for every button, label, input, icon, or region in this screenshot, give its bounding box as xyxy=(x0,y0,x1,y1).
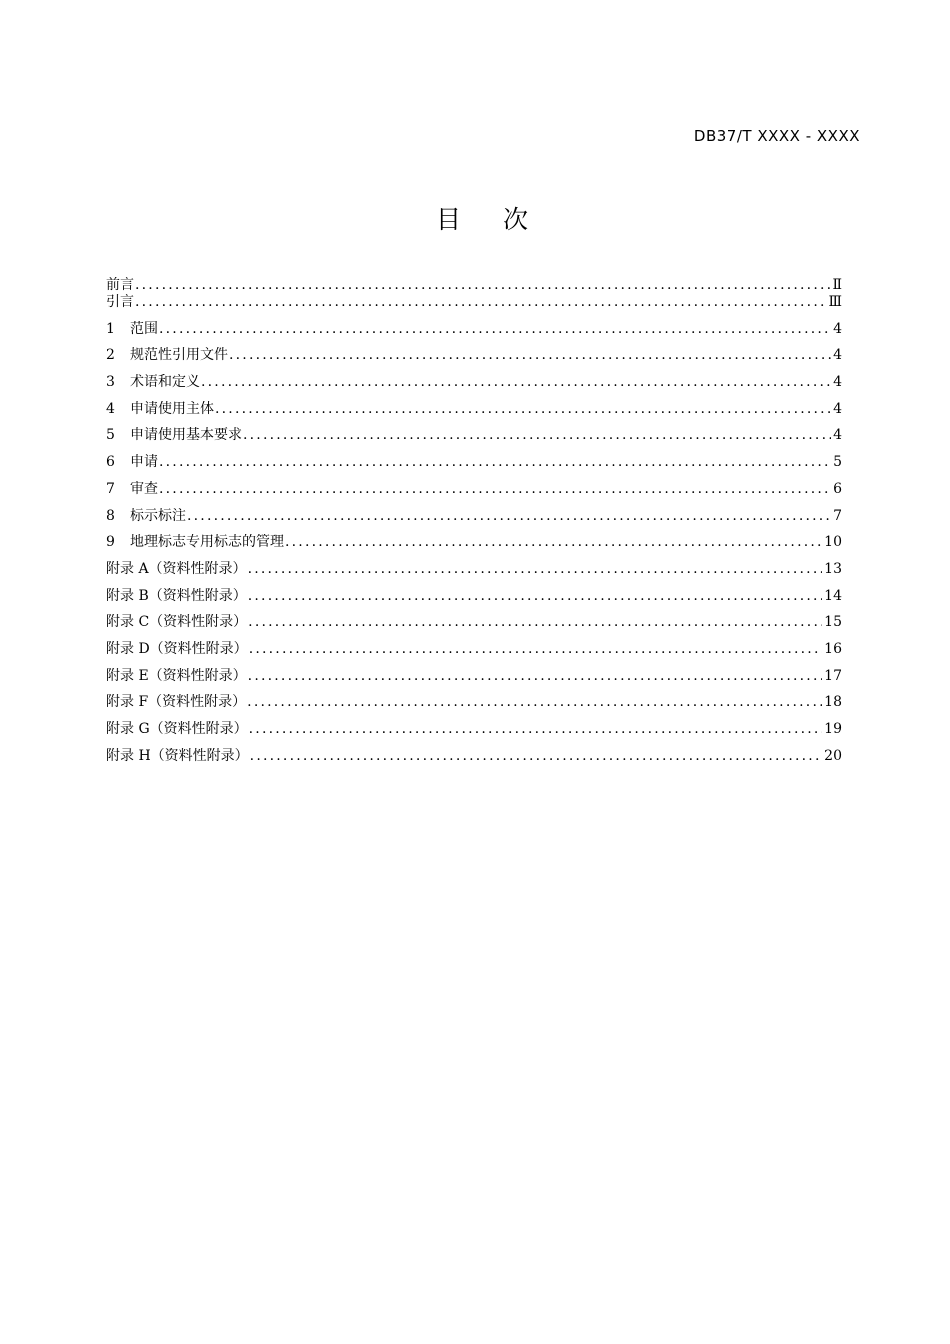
toc-entry-number: 1 xyxy=(106,320,115,337)
toc-entry-page: 4 xyxy=(833,374,842,391)
toc-entry-number: 5 xyxy=(106,427,115,444)
toc-entry-page: Ⅲ xyxy=(828,294,842,310)
toc-entry-1[interactable] xyxy=(106,321,842,348)
toc-entry-page: 5 xyxy=(833,454,842,471)
toc-entry-5[interactable] xyxy=(106,427,842,454)
toc-leader-dots xyxy=(135,294,826,310)
toc-leader-dots xyxy=(229,347,831,363)
toc-leader-dots xyxy=(248,614,822,630)
toc-leader-dots xyxy=(215,401,831,417)
toc-entry-label: 附录 E（资料性附录） xyxy=(106,667,247,684)
toc-entry-page: 13 xyxy=(824,560,842,577)
toc-entry-page: 7 xyxy=(833,507,842,524)
toc-leader-dots xyxy=(250,748,823,764)
toc-entry-label: 术语和定义 xyxy=(130,374,200,391)
toc-entry-appendix-e[interactable] xyxy=(106,668,842,695)
toc-entry-number: 4 xyxy=(106,400,115,417)
toc-entry-number: 8 xyxy=(106,507,115,524)
toc-entry-label: 范围 xyxy=(130,320,158,337)
toc-leader-dots xyxy=(249,641,822,657)
toc-entry-7[interactable] xyxy=(106,481,842,508)
toc-entry-3[interactable] xyxy=(106,374,842,401)
toc-entry-page: 4 xyxy=(833,427,842,444)
toc-entry-label: 附录 G（资料性附录） xyxy=(106,721,248,737)
toc-leader-dots xyxy=(159,321,831,337)
toc-leader-dots xyxy=(247,694,822,710)
toc-entry-label: 附录 D（资料性附录） xyxy=(106,640,248,657)
toc-entry-appendix-f[interactable] xyxy=(106,694,842,721)
toc-entry-appendix-b[interactable] xyxy=(106,588,842,615)
toc-entry-9[interactable] xyxy=(106,534,842,561)
toc-entry-page: 17 xyxy=(824,667,842,684)
table-of-contents xyxy=(106,277,842,774)
toc-leader-dots xyxy=(248,668,823,684)
toc-entry-label: 申请使用主体 xyxy=(130,400,214,417)
toc-entry-number: 3 xyxy=(106,374,115,391)
toc-entry-page: 10 xyxy=(824,534,842,551)
toc-entry-number: 2 xyxy=(106,347,115,364)
toc-entry-label: 标示标注 xyxy=(130,507,186,524)
toc-leader-dots xyxy=(135,277,830,293)
toc-entry-page: 18 xyxy=(824,694,842,711)
toc-entry-page: 20 xyxy=(824,747,842,764)
toc-entry-6[interactable] xyxy=(106,454,842,481)
toc-leader-dots xyxy=(249,721,823,737)
toc-leader-dots xyxy=(201,374,831,390)
toc-entry-introduction[interactable] xyxy=(106,294,842,321)
toc-entry-appendix-d[interactable] xyxy=(106,641,842,668)
toc-entry-8[interactable] xyxy=(106,508,842,535)
toc-entry-label: 审查 xyxy=(130,480,158,497)
toc-entry-label: 申请使用基本要求 xyxy=(130,427,242,444)
toc-entry-page: 4 xyxy=(833,347,842,364)
toc-entry-number: 7 xyxy=(106,480,115,497)
toc-entry-page: 4 xyxy=(833,400,842,417)
toc-entry-label: 附录 H（资料性附录） xyxy=(106,747,249,764)
toc-entry-page: 19 xyxy=(824,721,842,737)
toc-entry-number: 9 xyxy=(106,534,115,551)
toc-entry-label: 附录 A（资料性附录） xyxy=(106,560,247,577)
toc-leader-dots xyxy=(285,534,822,550)
toc-entry-label: 引言 xyxy=(106,294,134,310)
toc-entry-appendix-g[interactable] xyxy=(106,721,842,748)
toc-entry-label: 附录 C（资料性附录） xyxy=(106,614,248,631)
toc-entry-page: 6 xyxy=(833,480,842,497)
toc-leader-dots xyxy=(187,508,831,524)
toc-entry-2[interactable] xyxy=(106,347,842,374)
toc-entry-label: 规范性引用文件 xyxy=(130,347,228,364)
toc-leader-dots xyxy=(243,427,831,443)
toc-entry-page: 16 xyxy=(824,640,842,657)
toc-entry-label: 申请 xyxy=(130,454,158,471)
toc-entry-page: Ⅱ xyxy=(832,277,842,293)
toc-entry-appendix-h[interactable] xyxy=(106,748,842,775)
toc-entry-4[interactable] xyxy=(106,401,842,428)
toc-entry-page: 14 xyxy=(824,587,842,604)
toc-leader-dots xyxy=(248,588,822,604)
toc-leader-dots xyxy=(248,561,823,577)
toc-entry-label: 地理标志专用标志的管理 xyxy=(130,534,284,551)
toc-entry-label: 附录 B（资料性附录） xyxy=(106,587,247,604)
toc-leader-dots xyxy=(159,481,831,497)
toc-entry-label: 前言 xyxy=(106,277,134,293)
document-code: DB37/T XXXX - XXXX xyxy=(693,127,860,145)
toc-entry-page: 4 xyxy=(833,320,842,337)
toc-entry-appendix-a[interactable] xyxy=(106,561,842,588)
toc-entry-foreword[interactable] xyxy=(106,277,842,294)
toc-leader-dots xyxy=(159,454,831,470)
toc-entry-label: 附录 F（资料性附录） xyxy=(106,694,247,711)
page-title: 目次 xyxy=(435,205,570,234)
toc-entry-page: 15 xyxy=(824,614,842,631)
toc-entry-appendix-c[interactable] xyxy=(106,614,842,641)
toc-entry-number: 6 xyxy=(106,454,115,471)
